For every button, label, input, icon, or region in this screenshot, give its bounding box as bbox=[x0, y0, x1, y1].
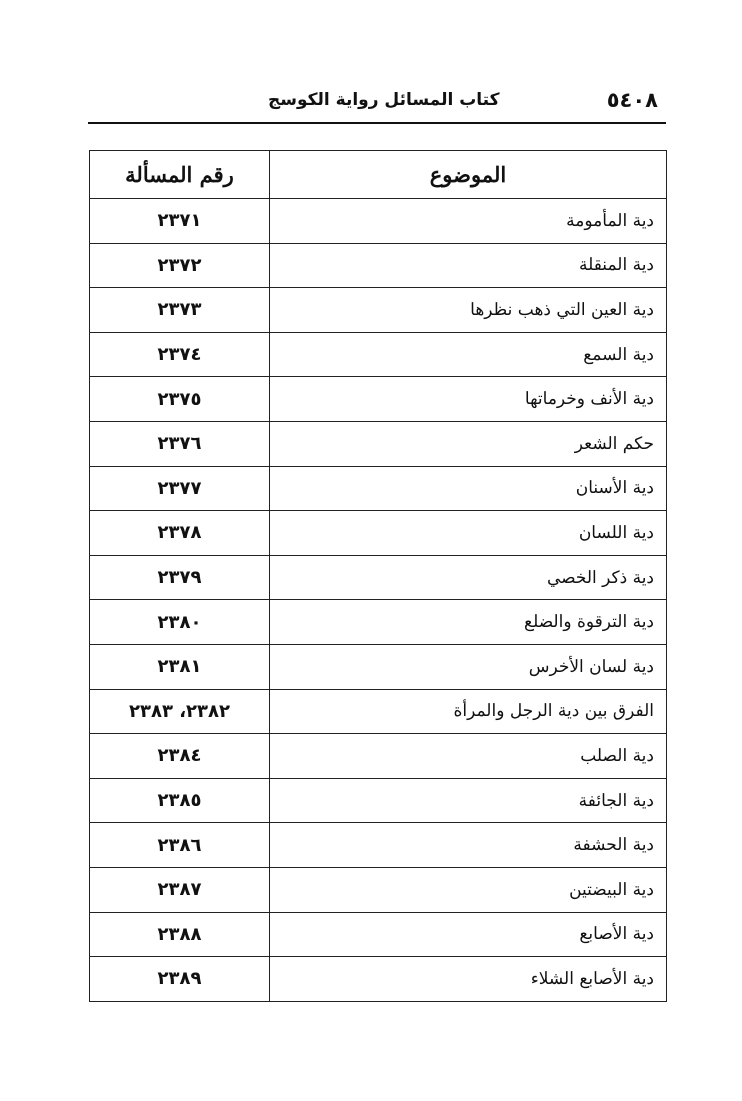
question-number-cell: ٢٣٨٥ bbox=[90, 778, 270, 823]
table-row bbox=[90, 823, 667, 868]
topic-cell: دية اللسان bbox=[270, 511, 667, 556]
table-row bbox=[90, 912, 667, 957]
page-header bbox=[88, 88, 666, 116]
question-number-cell: ٢٣٨٧ bbox=[90, 867, 270, 912]
column-header-number: رقم المسألة bbox=[90, 151, 270, 199]
question-number-cell: ٢٣٧٣ bbox=[90, 288, 270, 333]
topic-cell: دية الحشفة bbox=[270, 823, 667, 868]
question-number-cell: ٢٣٨٤ bbox=[90, 734, 270, 779]
running-title: كتاب المسائل رواية الكوسج bbox=[268, 90, 500, 110]
table-row bbox=[90, 957, 667, 1002]
topic-cell: دية الأصابع الشلاء bbox=[270, 957, 667, 1002]
question-number-cell: ٢٣٧٧ bbox=[90, 466, 270, 511]
topic-cell: دية العين التي ذهب نظرها bbox=[270, 288, 667, 333]
question-number-cell: ٢٣٧٤ bbox=[90, 332, 270, 377]
topic-cell: حكم الشعر bbox=[270, 421, 667, 466]
table-row bbox=[90, 199, 667, 244]
table-row bbox=[90, 332, 667, 377]
table-row bbox=[90, 689, 667, 734]
topic-cell: دية الجائفة bbox=[270, 778, 667, 823]
table-row bbox=[90, 644, 667, 689]
question-number-cell: ٢٣٨٢، ٢٣٨٣ bbox=[90, 689, 270, 734]
topic-cell: دية المنقلة bbox=[270, 243, 667, 288]
table-row bbox=[90, 377, 667, 422]
table-row bbox=[90, 600, 667, 645]
table-row bbox=[90, 867, 667, 912]
column-header-topic: الموضوع bbox=[270, 151, 667, 199]
question-number-cell: ٢٣٨٩ bbox=[90, 957, 270, 1002]
topic-cell: دية الأسنان bbox=[270, 466, 667, 511]
page-number: ٥٤٠٨ bbox=[606, 88, 658, 112]
table-row bbox=[90, 243, 667, 288]
question-number-cell: ٢٣٧٢ bbox=[90, 243, 270, 288]
table-row bbox=[90, 555, 667, 600]
table-row bbox=[90, 778, 667, 823]
topic-cell: دية الترقوة والضلع bbox=[270, 600, 667, 645]
topic-cell: دية الأصابع bbox=[270, 912, 667, 957]
question-number-cell: ٢٣٧٦ bbox=[90, 421, 270, 466]
table-row bbox=[90, 421, 667, 466]
question-number-cell: ٢٣٧٩ bbox=[90, 555, 270, 600]
topics-table bbox=[89, 150, 667, 1002]
question-number-cell: ٢٣٨٠ bbox=[90, 600, 270, 645]
table-header-row bbox=[90, 151, 667, 199]
question-number-cell: ٢٣٨٦ bbox=[90, 823, 270, 868]
question-number-cell: ٢٣٧١ bbox=[90, 199, 270, 244]
table-row bbox=[90, 734, 667, 779]
header-rule bbox=[88, 122, 666, 124]
question-number-cell: ٢٣٨٨ bbox=[90, 912, 270, 957]
topic-cell: الفرق بين دية الرجل والمرأة bbox=[270, 689, 667, 734]
topic-cell: دية البيضتين bbox=[270, 867, 667, 912]
table-row bbox=[90, 466, 667, 511]
topic-cell: دية المأمومة bbox=[270, 199, 667, 244]
topic-cell: دية الصلب bbox=[270, 734, 667, 779]
topic-cell: دية لسان الأخرس bbox=[270, 644, 667, 689]
question-number-cell: ٢٣٨١ bbox=[90, 644, 270, 689]
question-number-cell: ٢٣٧٥ bbox=[90, 377, 270, 422]
topic-cell: دية السمع bbox=[270, 332, 667, 377]
question-number-cell: ٢٣٧٨ bbox=[90, 511, 270, 556]
table-row bbox=[90, 511, 667, 556]
topic-cell: دية الأنف وخرماتها bbox=[270, 377, 667, 422]
topic-cell: دية ذكر الخصي bbox=[270, 555, 667, 600]
table-row bbox=[90, 288, 667, 333]
